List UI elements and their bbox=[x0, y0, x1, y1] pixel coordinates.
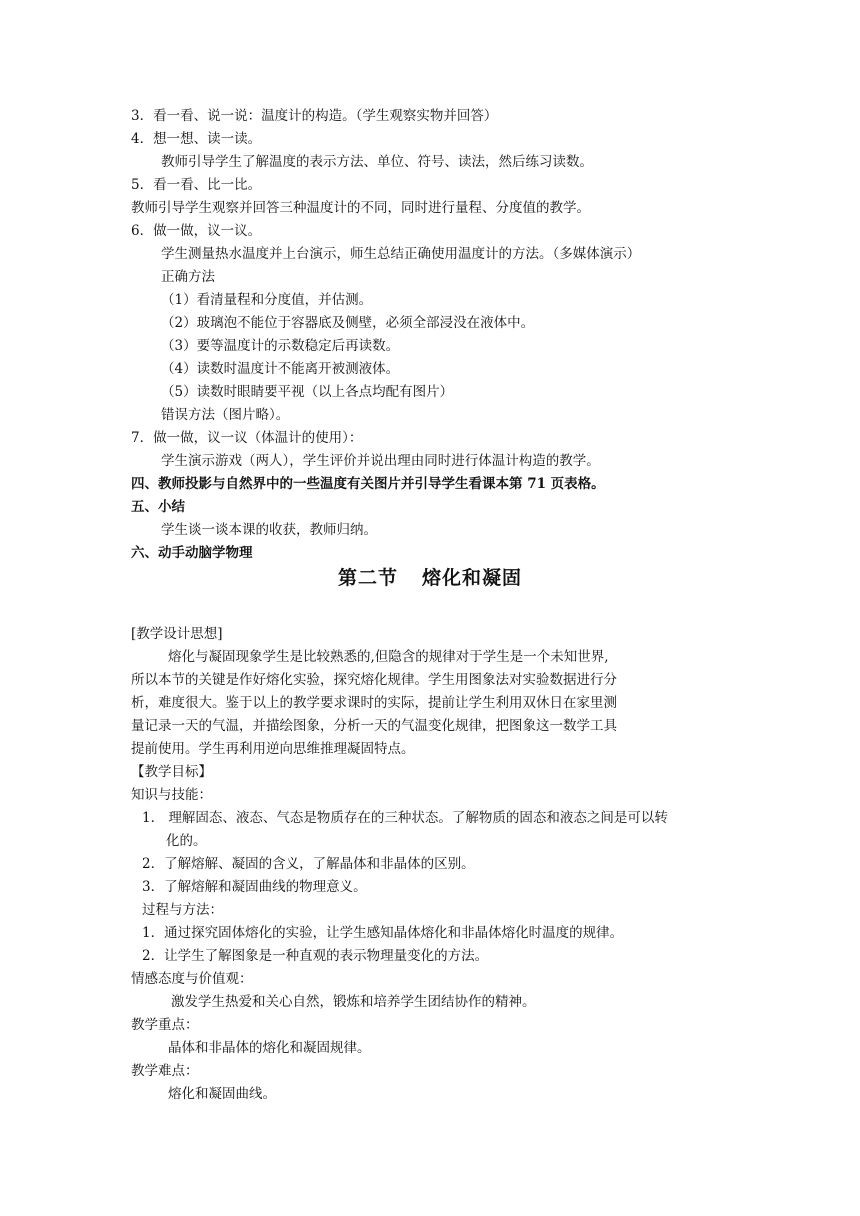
method-item-1: （1）看清量程和分度值，并估测。 bbox=[161, 292, 373, 308]
section-five-heading: 五、小结 bbox=[131, 499, 185, 515]
section-name: 熔化和凝固 bbox=[422, 567, 523, 589]
design-paragraph-line-4: 量记录一天的气温，并描绘图象，分析一天的气温变化规律，把图象这一数学工具 bbox=[131, 718, 617, 734]
knowledge-skills-label: 知识与技能： bbox=[131, 787, 212, 803]
teaching-goals-heading: 【教学目标】 bbox=[131, 764, 212, 780]
process-item-1: 1．通过探究固体熔化的实验，让学生感知晶体熔化和非晶体熔化时温度的规律。 bbox=[142, 925, 624, 941]
step-4-description: 教师引导学生了解温度的表示方法、单位、符号、读法，然后练习读数。 bbox=[161, 154, 593, 170]
step-6-description: 学生测量热水温度并上台演示，师生总结正确使用温度计的方法。（多媒体演示） bbox=[161, 246, 641, 262]
knowledge-item-1: 1． 理解固态、液态、气态是物质存在的三种状态。了解物质的固态和液态之间是可以转 bbox=[142, 810, 668, 826]
difficulty-label: 教学难点： bbox=[131, 1063, 199, 1079]
design-paragraph-line-5: 提前使用。学生再利用逆向思维推理凝固特点。 bbox=[131, 741, 415, 757]
step-4-heading: 4．想一想、读一读。 bbox=[131, 131, 262, 147]
step-6-heading: 6．做一做，议一议。 bbox=[131, 223, 262, 239]
design-paragraph-line-2: 所以本节的关键是作好熔化实验，探究熔化规律。学生用图象法对实验数据进行分 bbox=[131, 672, 617, 688]
key-points-text: 晶体和非晶体的熔化和凝固规律。 bbox=[168, 1040, 371, 1056]
section-title bbox=[0, 566, 860, 590]
knowledge-item-1-continued: 化的。 bbox=[166, 833, 207, 849]
method-item-3: （3）要等温度计的示数稳定后再读数。 bbox=[161, 338, 400, 354]
summary-text: 学生谈一谈本课的收获，教师归纳。 bbox=[161, 522, 377, 538]
process-method-label: 过程与方法： bbox=[142, 902, 223, 918]
method-item-4: （4）读数时温度计不能离开被测液体。 bbox=[161, 361, 400, 377]
difficulty-text: 熔化和凝固曲线。 bbox=[168, 1086, 276, 1102]
section-number: 第二节 bbox=[337, 567, 398, 589]
design-paragraph-line-3: 析，难度很大。鉴于以上的教学要求课时的实际，提前让学生利用双休日在家里测 bbox=[131, 695, 617, 711]
knowledge-item-3: 3．了解熔解和凝固曲线的物理意义。 bbox=[142, 879, 367, 895]
key-points-label: 教学重点： bbox=[131, 1017, 199, 1033]
step-5-description: 教师引导学生观察并回答三种温度计的不同，同时进行量程、分度值的教学。 bbox=[131, 200, 590, 216]
step-7-heading: 7．做一做，议一议（体温计的使用）： bbox=[131, 430, 363, 446]
attitude-values-text: 激发学生热爱和关心自然，锻炼和培养学生团结协作的精神。 bbox=[171, 994, 536, 1010]
design-paragraph-line-1: 熔化与凝固现象学生是比较熟悉的,但隐含的规律对于学生是一个未知世界, bbox=[168, 649, 609, 665]
wrong-method-label: 错误方法（图片略）。 bbox=[161, 407, 290, 423]
knowledge-item-2: 2．了解熔解、凝固的含义，了解晶体和非晶体的区别。 bbox=[142, 856, 475, 872]
design-thought-heading: [教学设计思想] bbox=[131, 626, 223, 642]
correct-method-label: 正确方法 bbox=[161, 269, 215, 285]
method-item-2: （2）玻璃泡不能位于容器底及侧壁，必须全部浸没在液体中。 bbox=[161, 315, 535, 331]
step-7-description: 学生演示游戏（两人），学生评价并说出理由同时进行体温计构造的教学。 bbox=[161, 453, 600, 469]
section-four-heading: 四、教师投影与自然界中的一些温度有关图片并引导学生看课本第 71 页表格。 bbox=[131, 476, 605, 492]
method-item-5: （5）读数时眼睛要平视（以上各点均配有图片） bbox=[161, 384, 454, 400]
process-item-2: 2．让学生了解图象是一种直观的表示物理量变化的方法。 bbox=[142, 948, 489, 964]
section-six-heading: 六、动手动脑学物理 bbox=[131, 545, 253, 561]
step-5-heading: 5．看一看、比一比。 bbox=[131, 177, 262, 193]
attitude-values-label: 情感态度与价值观： bbox=[131, 971, 253, 987]
step-3-line: 3．看一看、说一说：温度计的构造。（学生观察实物并回答） bbox=[131, 108, 498, 124]
